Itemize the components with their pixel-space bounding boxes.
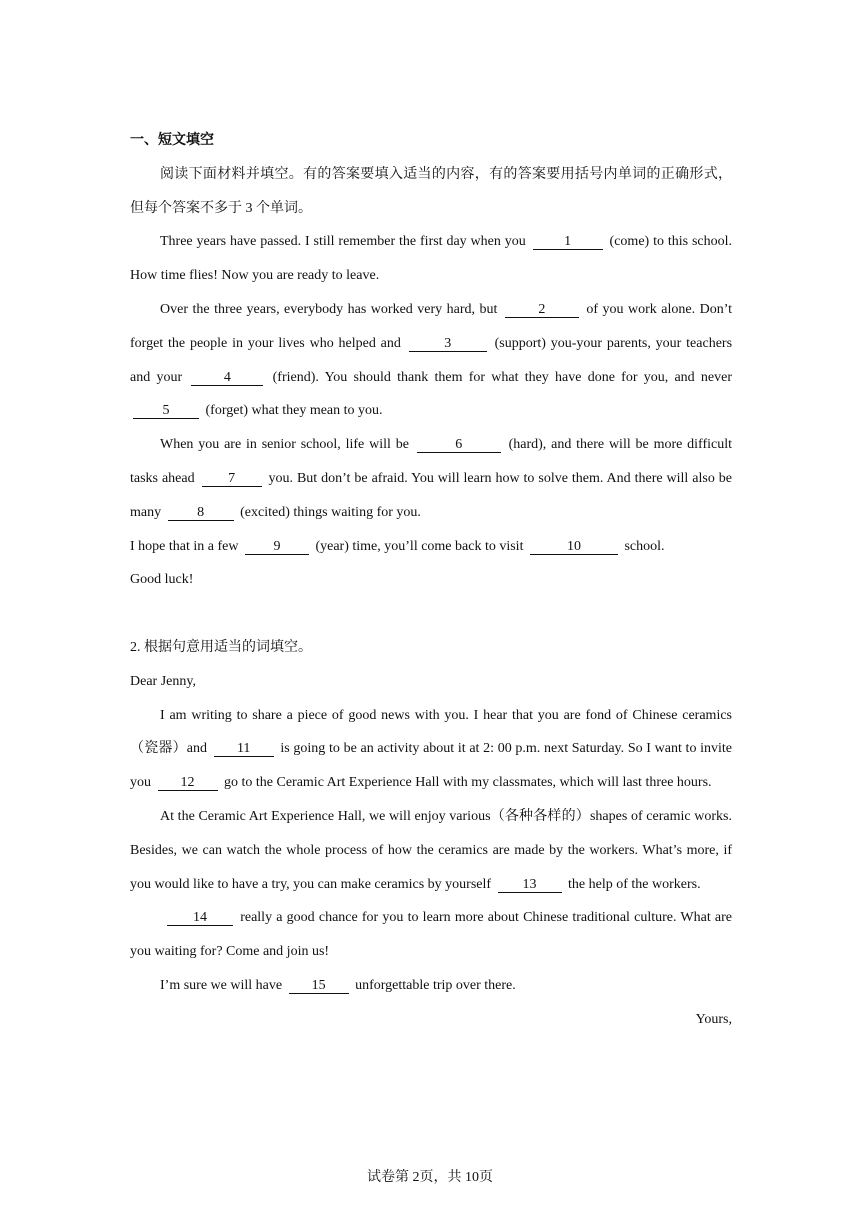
text-run: (come) to this school. How time flies! Now you are ready to leave. — [130, 234, 733, 284]
text-run: I’m sure we will have — [160, 977, 283, 993]
answer-blank-5[interactable]: 5 — [133, 404, 199, 419]
text-run: (year) time, you’ll come back to visit — [315, 538, 524, 554]
text-run: (forget) what they mean to you. — [205, 403, 383, 419]
text-run: go to the Ceramic Art Experience Hall with my classmates, which will last three hours. — [224, 775, 712, 791]
section-1-paragraph-4 — [130, 530, 732, 564]
section-gap — [130, 597, 732, 631]
text-run: you. But don’t be afraid. You will learn how to solve them. And there will also be many — [130, 470, 732, 520]
text-run: really a good chance for you to learn more about Chinese traditional culture. What are you waiting for? Come and join us! — [130, 910, 733, 960]
letter-paragraph-4 — [130, 969, 732, 1003]
text-run: When you are in senior school, life will be — [160, 437, 409, 453]
letter-paragraph-2 — [130, 800, 732, 901]
answer-blank-6[interactable]: 6 — [417, 438, 501, 453]
text-run: unforgettable trip over there. — [355, 977, 516, 993]
text-run: school. — [624, 538, 665, 554]
answer-blank-12[interactable]: 12 — [158, 776, 218, 791]
letter-closing: Yours, — [695, 1011, 732, 1027]
text-run: Three years have passed. I still remember the first day when you — [160, 234, 526, 250]
answer-blank-7[interactable]: 7 — [202, 472, 262, 487]
text-run: At the Ceramic Art Experience Hall, we will enjoy various（各种各样的）shapes of ceramic works. Besides, we can watch the whole process of how the ceramics are made by the workers. What’s more, if you would like to have a try, you can make ceramics by yourself — [130, 808, 732, 892]
answer-blank-3[interactable]: 3 — [409, 337, 487, 352]
section-1-paragraph-5: Good luck! — [130, 572, 194, 588]
text-run: the help of the workers. — [568, 876, 701, 892]
answer-blank-13[interactable]: 13 — [498, 878, 562, 893]
answer-blank-4[interactable]: 4 — [191, 371, 263, 386]
section-1-title: 一、短文填空 — [130, 132, 214, 148]
answer-blank-1[interactable]: 1 — [533, 235, 603, 250]
letter-paragraph-1 — [130, 699, 732, 800]
answer-blank-14[interactable]: 14 — [167, 911, 233, 926]
text-run: is going to be an activity about it at 2: 00 p.m. next Saturday. So I want to invite you — [130, 741, 733, 791]
section-1-paragraph-2 — [130, 293, 732, 428]
text-run: (excited) things waiting for you. — [240, 504, 421, 520]
letter-greeting: Dear Jenny, — [130, 673, 196, 689]
section-1-paragraph-3 — [130, 428, 732, 529]
answer-blank-10[interactable]: 10 — [530, 540, 618, 555]
text-run: I hope that in a few — [130, 538, 239, 554]
answer-blank-9[interactable]: 9 — [245, 540, 309, 555]
answer-blank-11[interactable]: 11 — [214, 742, 274, 757]
page-content — [130, 124, 732, 1037]
text-run: (support) you-your parents, your teachers and your — [130, 335, 733, 385]
section-1-paragraph-1 — [130, 225, 732, 293]
section-1-instructions: 阅读下面材料并填空。有的答案要填入适当的内容，有的答案要用括号内单词的正确形式，但每个答案不多于 3 个单词。 — [130, 166, 732, 216]
letter-paragraph-3 — [130, 901, 732, 969]
answer-blank-8[interactable]: 8 — [168, 506, 234, 521]
section-2-title: 2. 根据句意用适当的词填空。 — [130, 639, 312, 655]
text-run: I am writing to share a piece of good news with you. I hear that you are fond of Chinese ceramics（瓷器）and — [130, 707, 732, 757]
page-footer: 试卷第 2页，共 10页 — [367, 1170, 493, 1185]
text-run: of you work alone. Don’t forget the people in your lives who helped and — [130, 301, 733, 351]
text-run: (friend). You should thank them for what they have done for you, and never — [272, 369, 733, 385]
text-run: (hard), and there will be more difficult tasks ahead — [130, 437, 733, 486]
answer-blank-15[interactable]: 15 — [289, 979, 349, 994]
answer-blank-2[interactable]: 2 — [505, 303, 579, 318]
text-run: Over the three years, everybody has worked very hard, but — [160, 301, 498, 317]
